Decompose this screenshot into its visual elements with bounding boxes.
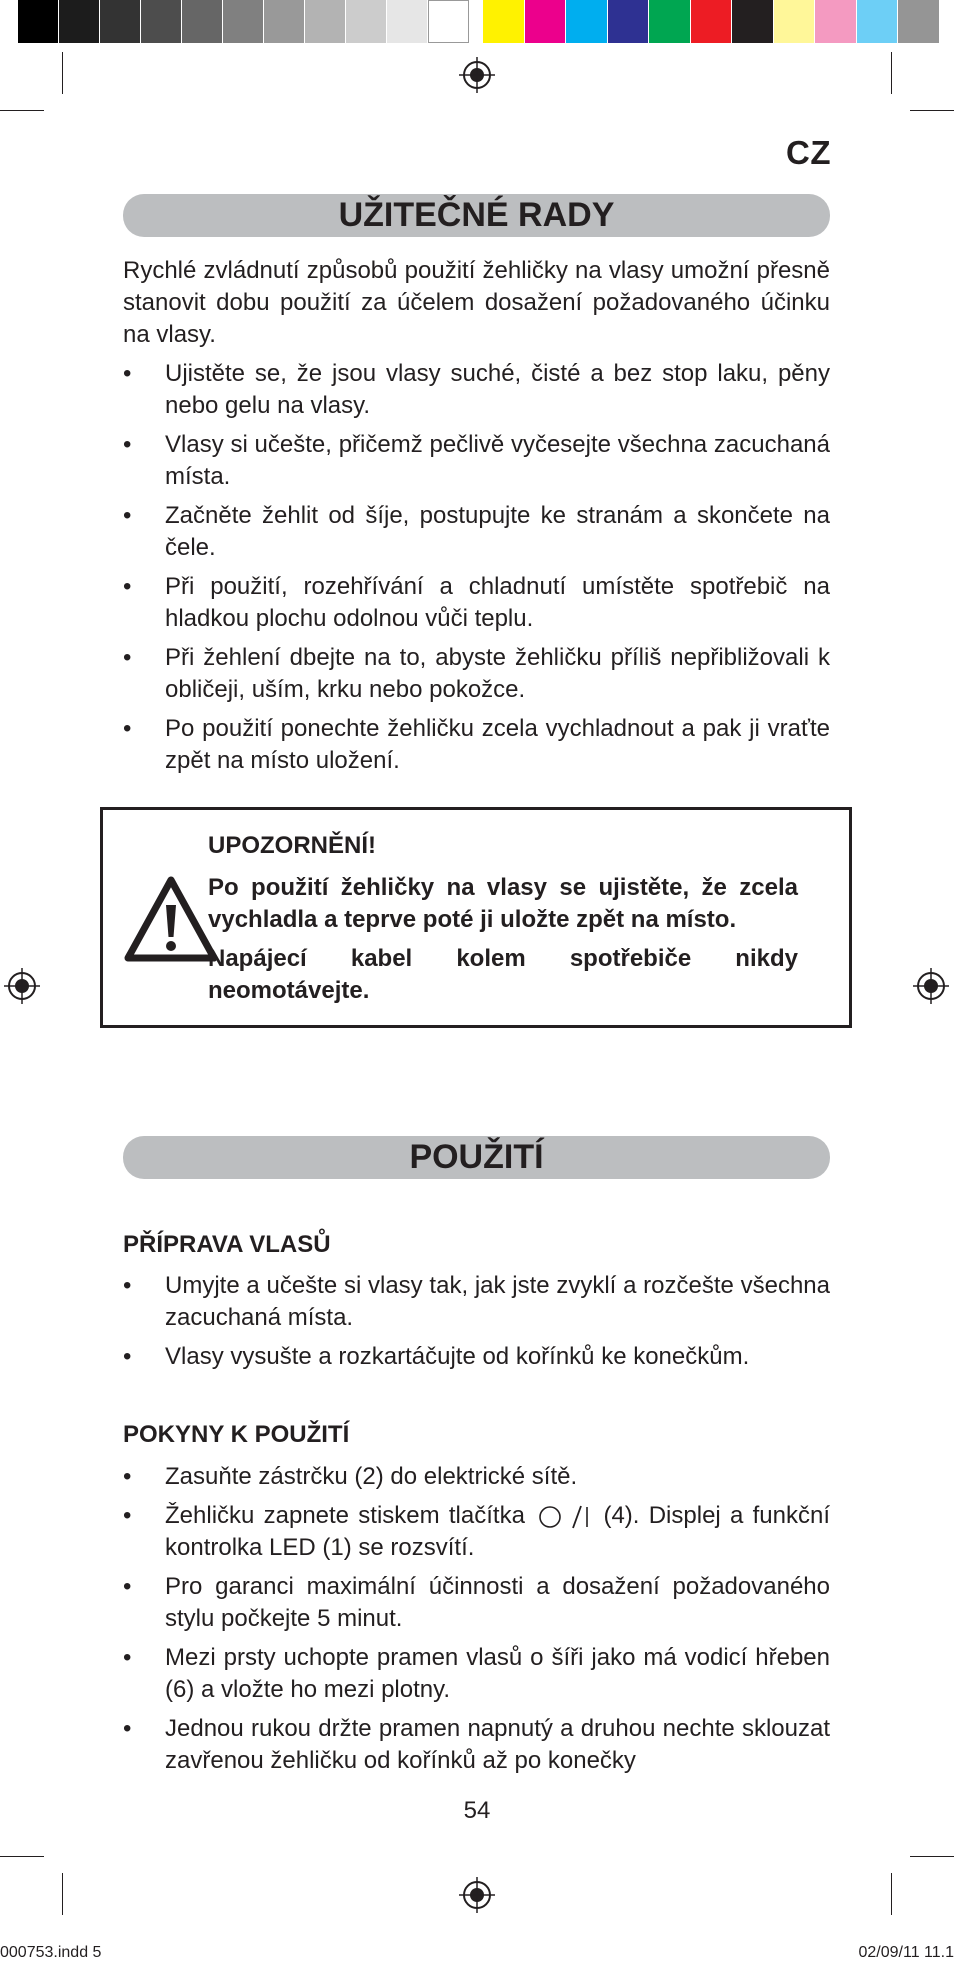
instructions-list [123, 1461, 830, 1777]
list-item: • Při žehlení dbejte na to, abyste žehličku příliš nepřibližovali k obličeji, uším, krku nebo pokožce. [123, 642, 830, 706]
color-swatch [774, 0, 816, 43]
section-heading-usage: POUŽITÍ [123, 1136, 830, 1179]
tips-intro: Rychlé zvládnutí způsobů použití žehličky na vlasy umožní přesně stanovit dobu použití za účelem dosažení požadovaného účinku na vlasy. [123, 257, 830, 348]
registration-mark-icon [4, 968, 40, 1004]
list-item: • Mezi prsty uchopte pramen vlasů o šíři jako má vodicí hřeben (6) a vložte ho mezi plotny. [123, 1642, 830, 1706]
color-swatch [483, 0, 525, 43]
prep-list [123, 1270, 830, 1373]
crop-mark [0, 110, 44, 111]
list-item: • Umyjte a učešte si vlasy tak, jak jste zvyklí a rozčešte všechna zacuchaná místa. [123, 1270, 830, 1334]
instruction-text: Žehličku zapnete stiskem tlačítka [165, 1502, 525, 1529]
color-swatch [732, 0, 774, 43]
list-item: • Vlasy vysušte a rozkartáčujte od kořínků ke konečkům. [123, 1341, 830, 1373]
slug-date: 02/09/11 11.1 [858, 1944, 954, 1961]
crop-mark [910, 110, 954, 111]
color-swatch [428, 0, 469, 43]
crop-mark [891, 1873, 892, 1915]
registration-mark-icon [459, 1877, 495, 1913]
list-item: • Jednou rukou držte pramen napnutý a druhou nechte sklouzat zavřenou žehličku od kořínků až po konečky [123, 1713, 830, 1777]
list-item: • Po použití ponechte žehličku zcela vychladnout a pak ji vraťte zpět na místo uložení. [123, 713, 830, 777]
gray-color-bar [18, 0, 469, 43]
crop-mark [62, 52, 63, 94]
list-item: • Pro garanci maximální účinnosti a dosažení požadovaného stylu počkejte 5 minut. [123, 1571, 830, 1635]
language-code: CZ [786, 134, 831, 171]
instruction-text: (4). Displej a funkční kontrolka LED (1) se rozsvítí. [165, 1502, 830, 1561]
color-swatch [264, 0, 305, 43]
subheading-hair-prep: PŘÍPRAVA VLASŮ [123, 1231, 331, 1258]
crop-mark [0, 1856, 44, 1857]
tips-block [123, 255, 830, 777]
color-swatch [387, 0, 428, 43]
process-color-bar [483, 0, 940, 43]
color-swatch [608, 0, 650, 43]
color-swatch [18, 0, 59, 43]
instructions-block [123, 1461, 830, 1777]
crop-mark [910, 1856, 954, 1857]
color-swatch [182, 0, 223, 43]
color-swatch [857, 0, 899, 43]
color-swatch [691, 0, 733, 43]
color-swatch [898, 0, 940, 43]
color-swatch [525, 0, 567, 43]
list-item: • Při použití, rozehřívání a chladnutí umístěte spotřebič na hladkou plochu odolnou vůči teplu. [123, 571, 830, 635]
list-item: • Zasuňte zástrčku (2) do elektrické sítě. [123, 1461, 830, 1493]
crop-mark [891, 52, 892, 94]
warning-triangle-icon [123, 875, 219, 963]
list-item: • Ujistěte se, že jsou vlasy suché, čisté a bez stop laku, pěny nebo gelu na vlasy. [123, 358, 830, 422]
warning-box [100, 807, 852, 1028]
color-swatch [59, 0, 100, 43]
prep-block [123, 1270, 830, 1373]
page-number: 54 [463, 1797, 491, 1824]
crop-mark [62, 1873, 63, 1915]
section-heading-tips: UŽITEČNÉ RADY [123, 194, 830, 237]
subheading-instructions: POKYNY K POUŽITÍ [123, 1421, 350, 1448]
warning-line: Po použití žehličky na vlasy se ujistěte, že zcela vychladla a teprve poté ji uložte zpět na místo. [208, 874, 798, 933]
tips-list [123, 358, 830, 777]
color-swatch [815, 0, 857, 43]
warning-title: UPOZORNĚNÍ! [208, 832, 376, 859]
registration-mark-icon [913, 968, 949, 1004]
list-item: • Vlasy si učešte, přičemž pečlivě vyčesejte všechna zacuchaná místa. [123, 429, 830, 493]
warning-text [208, 830, 798, 1007]
color-swatch [649, 0, 691, 43]
color-swatch [305, 0, 346, 43]
warning-line: Napájecí kabel kolem spotřebiče nikdy neomotávejte. [208, 945, 798, 1004]
color-swatch [566, 0, 608, 43]
color-swatch [223, 0, 264, 43]
registration-mark-icon [459, 57, 495, 93]
slug-filename: 000753.indd 5 [0, 1944, 102, 1961]
list-item: • Začněte žehlit od šíje, postupujte ke stranám a skončete na čele. [123, 500, 830, 564]
color-swatch [100, 0, 141, 43]
list-item-power [123, 1500, 830, 1564]
power-on-off-icon [538, 1504, 590, 1530]
color-swatch [346, 0, 387, 43]
color-swatch [141, 0, 182, 43]
